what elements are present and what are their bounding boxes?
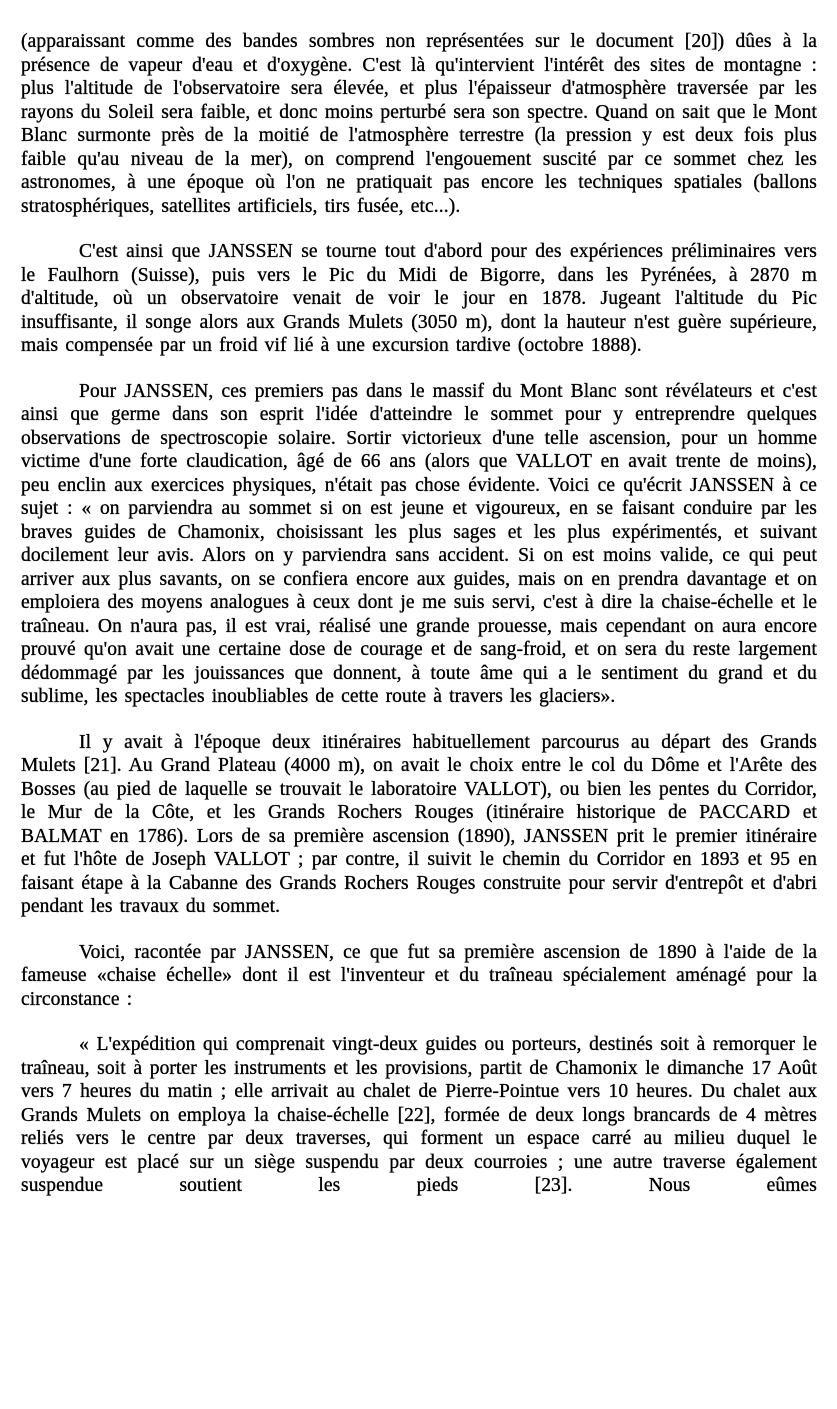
paragraph: Pour JANSSEN, ces premiers pas dans le massif du Mont Blanc sont révélateurs et c'est ainsi que germe dans son esprit l'idée d'atteindre le sommet pour y entreprendre quelques observations de spectroscopie solaire. Sortir victorieux d'une telle ascension, pour un homme victime d'une forte claudication, âgé de 66 ans (alors que VALLOT en avait trente de moins), peu enclin aux exercices physiques, n'était pas chose évidente. Voici ce qu'écrit JANSSEN à ce sujet : « on parviendra au sommet si on est jeune et vigoureux, en se faisant conduire par les braves guides de Chamonix, choisissant les plus sages et les plus expérimentés, et suivant docilement leur avis. Alors on y parviendra sans accident. Si on est moins valide, ce qui peut arriver aux plus savants, on se confiera encore aux guides, mais on en prendra davantage et on emploiera des moyens analogues à ceux dont je me suis servi, c'est à dire la chaise-échelle et le traîneau. On n'aura pas, il est vrai, réalisé une grande prouesse, mais cependant on aura encore prouvé qu'on avait une certaine dose de courage et de sang-froid, et on sera du reste largement dédommagé par les jouissances que donnent, à toute âme qui a le sentiment du grand et du sublime, les spectacles inoubliables de cette route à travers les glaciers». [21, 380, 817, 707]
paragraph-continuation: (apparaissant comme des bandes sombres non représentées sur le document [20]) dûes à la présence de vapeur d'eau et d'oxygène. C'est là qu'intervient l'intérêt des sites de montagne : plus l'altitude de l'observatoire sera élevée, et plus l'épaisseur d'atmosphère traversée par les rayons du Soleil sera faible, et donc moins perturbé sera son spectre. Quand on sait que le Mont Blanc surmonte près de la moitié de l'atmosphère terrestre (la pression y est deux fois plus faible qu'au niveau de la mer), on comprend l'engouement suscité par ce sommet chez les astronomes, à une époque où l'on ne pratiquait pas encore les techniques spatiales (ballons stratosphériques, satellites artificiels, tirs fusée, etc...). [21, 31, 817, 217]
paragraph: Voici, racontée par JANSSEN, ce que fut sa première ascension de 1890 à l'aide de la fameuse «chaise échelle» dont il est l'inventeur et du traîneau spécialement aménagé pour la circonstance : [21, 941, 817, 1010]
paragraph: C'est ainsi que JANSSEN se tourne tout d'abord pour des expériences préliminaires vers le Faulhorn (Suisse), puis vers le Pic du Midi de Bigorre, dans les Pyrénées, à 2870 m d'altitude, où un observatoire venait de voir le jour en 1878. Jugeant l'altitude du Pic insuffisante, il songe alors aux Grands Mulets (3050 m), dont la hauteur n'est guère supérieure, mais compensée par un froid vif lié à une excursion tardive (octobre 1888). [21, 241, 817, 356]
paragraph: Il y avait à l'époque deux itinéraires habituellement parcourus au départ des Grands Mulets [21]. Au Grand Plateau (4000 m), on avait le choix entre le col du Dôme et l'Arête des Bosses (au pied de laquelle se trouvait le laboratoire VALLOT), ou bien les pentes du Corridor, le Mur de la Côte, et les Grands Rochers Rouges (itinéraire historique de PACCARD et BALMAT en 1786). Lors de sa première ascension (1890), JANSSEN prit le premier itinéraire et fut l'hôte de Joseph VALLOT ; par contre, il suivit le chemin du Corridor en 1893 et 95 en faisant étape à la Cabanne des Grands Rochers Rouges construite pour servir d'entrepôt et d'abri pendant les travaux du sommet. [21, 731, 817, 917]
paragraph-quote: « L'expédition qui comprenait vingt-deux guides ou porteurs, destinés soit à remorquer le traîneau, soit à porter les instruments et les provisions, partit de Chamonix le dimanche 17 Août vers 7 heures du matin ; elle arrivait au chalet de Pierre-Pointue vers 10 heures. Du chalet aux Grands Mulets on employa la chaise-échelle [22], formée de deux longs brancards de 4 mètres reliés vers le centre par deux traverses, qui forment un espace carré au milieu duquel le voyageur est placé sur un siège suspendu par deux courroies ; une autre traverse également suspendue soutient les pieds [23]. Nous eûmes [21, 1034, 817, 1196]
